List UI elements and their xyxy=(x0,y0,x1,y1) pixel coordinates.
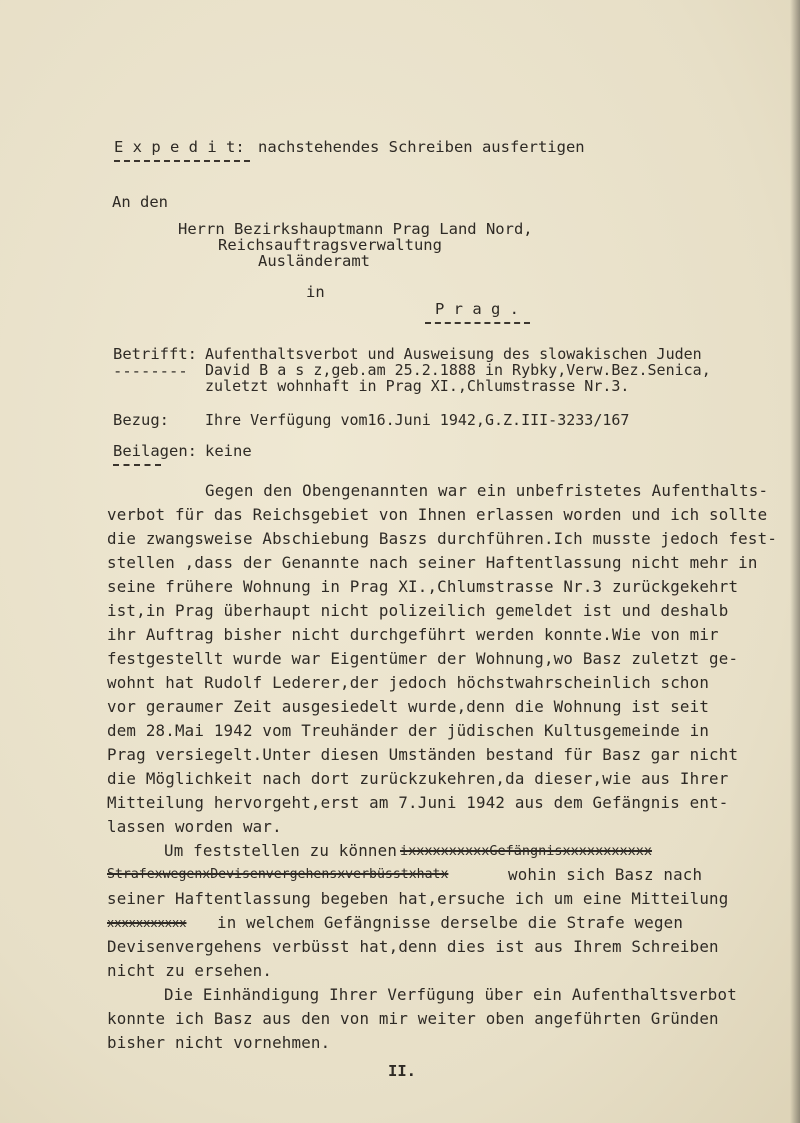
body-p1-line-14: Mitteilung hervorgeht,erst am 7.Juni 1942 aus dem Gefängnis ent- xyxy=(107,793,729,812)
address-in: in xyxy=(306,283,325,301)
expedit-text: nachstehendes Schreiben ausfertigen xyxy=(258,138,585,156)
body-p1-line-3: die zwangsweise Abschiebung Baszs durchführen.Ich musste jedoch fest- xyxy=(107,529,778,548)
body-p2-line-5: Devisenvergehens verbüsst hat,denn dies ist aus Ihrem Schreiben xyxy=(107,937,719,956)
body-p1-line-5: seine frühere Wohnung in Prag XI.,Chlumstrasse Nr.3 zurückgekehrt xyxy=(107,577,739,596)
body-p3-line-1: Die Einhändigung Ihrer Verfügung über ein Aufenthaltsverbot xyxy=(164,985,737,1004)
beilagen-underline xyxy=(113,464,161,466)
address-line-3: Ausländeramt xyxy=(258,252,370,270)
bezug-text: Ihre Verfügung vom16.Juni 1942,G.Z.III-3233/167 xyxy=(205,411,630,429)
body-p1-line-6: ist,in Prag überhaupt nicht polizeilich gemeldet ist und deshalb xyxy=(107,601,729,620)
body-p2-line-2-end: wohin sich Basz nach xyxy=(508,865,703,884)
body-p1-line-9: wohnt hat Rudolf Lederer,der jedoch höchstwahrscheinlich schon xyxy=(107,673,710,692)
body-p1-line-12: Prag versiegelt.Unter diesen Umständen bestand für Basz gar nicht xyxy=(107,745,739,764)
body-p1-line-2: verbot für das Reichsgebiet von Ihnen erlassen worden und ich sollte xyxy=(107,505,768,524)
body-p1-line-7: ihr Auftrag bisher nicht durchgeführt werden konnte.Wie von mir xyxy=(107,625,719,644)
body-p1-line-10: vor geraumer Zeit ausgesiedelt wurde,denn die Wohnung ist seit xyxy=(107,697,710,716)
body-p1-line-4: stellen ,dass der Genannte nach seiner Haftentlassung nicht mehr in xyxy=(107,553,758,572)
expedit-label: E x p e d i t: xyxy=(114,138,245,156)
beilagen-text: keine xyxy=(205,442,252,460)
body-p2-line-1-start: Um feststellen zu können xyxy=(164,841,398,860)
betrifft-line-2: David B a s z,geb.am 25.2.1888 in Rybky,Verw.Bez.Senica, xyxy=(205,361,711,379)
body-p2-line-4-end: in welchem Gefängnisse derselbe die Strafe wegen xyxy=(217,913,684,932)
city-underline xyxy=(425,322,530,324)
body-p1-line-15: lassen worden war. xyxy=(107,817,282,836)
page-marker: II. xyxy=(388,1062,416,1080)
betrifft-label: Betrifft: xyxy=(113,345,197,363)
body-p2-line-3: seiner Haftentlassung begeben hat,ersuche ich um eine Mitteilung xyxy=(107,889,729,908)
body-p1-line-11: dem 28.Mai 1942 vom Treuhänder der jüdischen Kultusgemeinde in xyxy=(107,721,710,740)
bezug-label: Bezug: xyxy=(113,411,169,429)
address-line-1: Herrn Bezirkshauptmann Prag Land Nord, xyxy=(178,220,533,238)
address-city: P r a g . xyxy=(435,300,519,318)
betrifft-line-3: zuletzt wohnhaft in Prag XI.,Chlumstrasse Nr.3. xyxy=(205,377,630,395)
body-p1-line-8: festgestellt wurde war Eigentümer der Wohnung,wo Basz zuletzt ge- xyxy=(107,649,739,668)
body-p2-line-6: nicht zu ersehen. xyxy=(107,961,273,980)
page-edge-shadow xyxy=(790,0,800,1123)
betrifft-dashes: -------- xyxy=(113,362,188,380)
body-p3-line-2: konnte ich Basz aus den von mir weiter oben angeführten Gründen xyxy=(107,1009,719,1028)
expedit-underline xyxy=(114,160,250,162)
betrifft-line-1: Aufenthaltsverbot und Ausweisung des slowakischen Juden xyxy=(205,345,702,363)
body-p3-line-3: bisher nicht vornehmen. xyxy=(107,1033,331,1052)
address-line-2: Reichsauftragsverwaltung xyxy=(218,236,442,254)
body-p1-line-13: die Möglichkeit nach dort zurückzukehren,da dieser,wie aus Ihrer xyxy=(107,769,729,788)
address-an-den: An den xyxy=(112,193,168,211)
body-p2-line-2-struck: StrafexwegenxDevisenvergehensxverbüsstxhatx xyxy=(107,867,449,882)
body-p2-line-1-struck: ixxxxxxxxxxGefängnisxxxxxxxxxxx xyxy=(400,843,652,859)
body-p2-line-4-struck: xxxxxxxxxxx xyxy=(107,916,187,930)
beilagen-label: Beilagen: xyxy=(113,442,197,460)
body-p1-line-1: Gegen den Obengenannten war ein unbefristetes Aufenthalts- xyxy=(205,481,769,500)
